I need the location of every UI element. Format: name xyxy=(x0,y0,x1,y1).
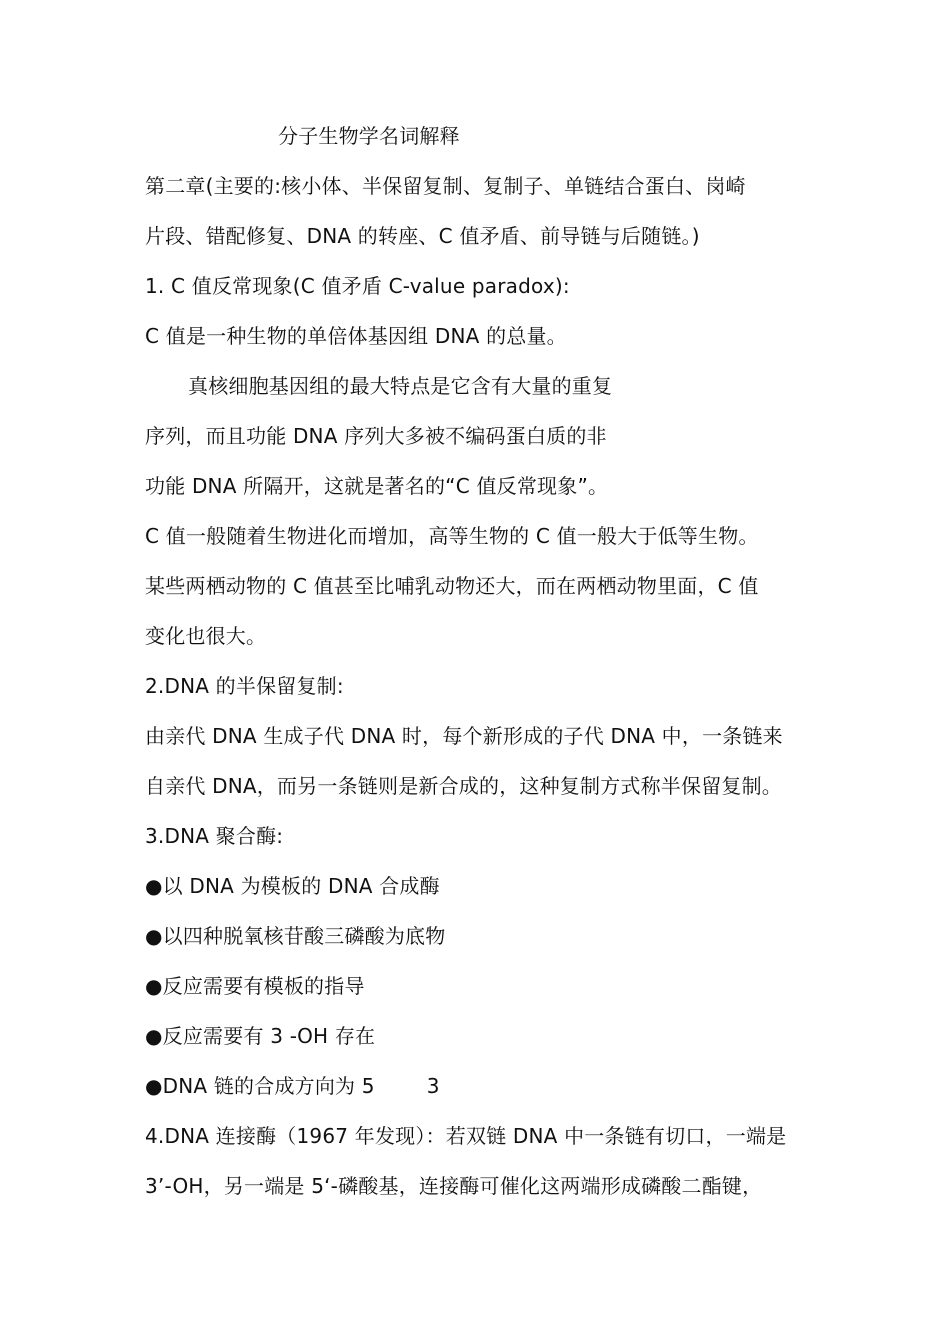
bullet-item: ●以 DNA 为模板的 DNA 合成酶 xyxy=(145,874,440,898)
paragraph-line: 片段、错配修复、DNA 的转座、C 值矛盾、前导链与后随链。) xyxy=(145,224,700,248)
bullet-item: ●以四种脱氧核苷酸三磷酸为底物 xyxy=(145,924,446,948)
paragraph-line: 3’-OH，另一端是 5‘-磷酸基，连接酶可催化这两端形成磷酸二酯键， xyxy=(145,1174,763,1198)
bullet-item xyxy=(145,1073,440,1099)
paragraph-line: 序列，而且功能 DNA 序列大多被不编码蛋白质的非 xyxy=(145,424,607,448)
bullet-item: ●反应需要有 3 -OH 存在 xyxy=(145,1024,376,1048)
section-heading: 2.DNA 的半保留复制: xyxy=(145,674,344,698)
section-heading: 3.DNA 聚合酶: xyxy=(145,824,284,848)
paragraph-line: 真核细胞基因组的最大特点是它含有大量的重复 xyxy=(188,374,613,398)
paragraph-line: 功能 DNA 所隔开，这就是著名的“C 值反常现象”。 xyxy=(145,474,609,498)
section-heading: 4.DNA 连接酶（1967 年发现）：若双链 DNA 中一条链有切口，一端是 xyxy=(145,1124,787,1148)
document-title: 分子生物学名词解释 xyxy=(278,124,460,148)
paragraph-line: C 值是一种生物的单倍体基因组 DNA 的总量。 xyxy=(145,324,567,348)
paragraph-line: 变化也很大。 xyxy=(145,624,267,648)
paragraph-line: 自亲代 DNA，而另一条链则是新合成的，这种复制方式称半保留复制。 xyxy=(145,774,782,798)
paragraph-line: 由亲代 DNA 生成子代 DNA 时，每个新形成的子代 DNA 中，一条链来 xyxy=(145,724,783,748)
paragraph-line: 第二章(主要的:核小体、半保留复制、复制子、单链结合蛋白、岗崎 xyxy=(145,174,746,198)
bullet-text: ●DNA 链的合成方向为 5 xyxy=(145,1074,375,1098)
bullet-end: 3 xyxy=(426,1074,440,1098)
bullet-item: ●反应需要有模板的指导 xyxy=(145,974,365,998)
paragraph-line: C 值一般随着生物进化而增加，高等生物的 C 值一般大于低等生物。 xyxy=(145,524,759,548)
paragraph-line: 某些两栖动物的 C 值甚至比哺乳动物还大，而在两栖动物里面，C 值 xyxy=(145,574,759,598)
section-heading: 1. C 值反常现象(C 值矛盾 C-value paradox): xyxy=(145,274,570,298)
